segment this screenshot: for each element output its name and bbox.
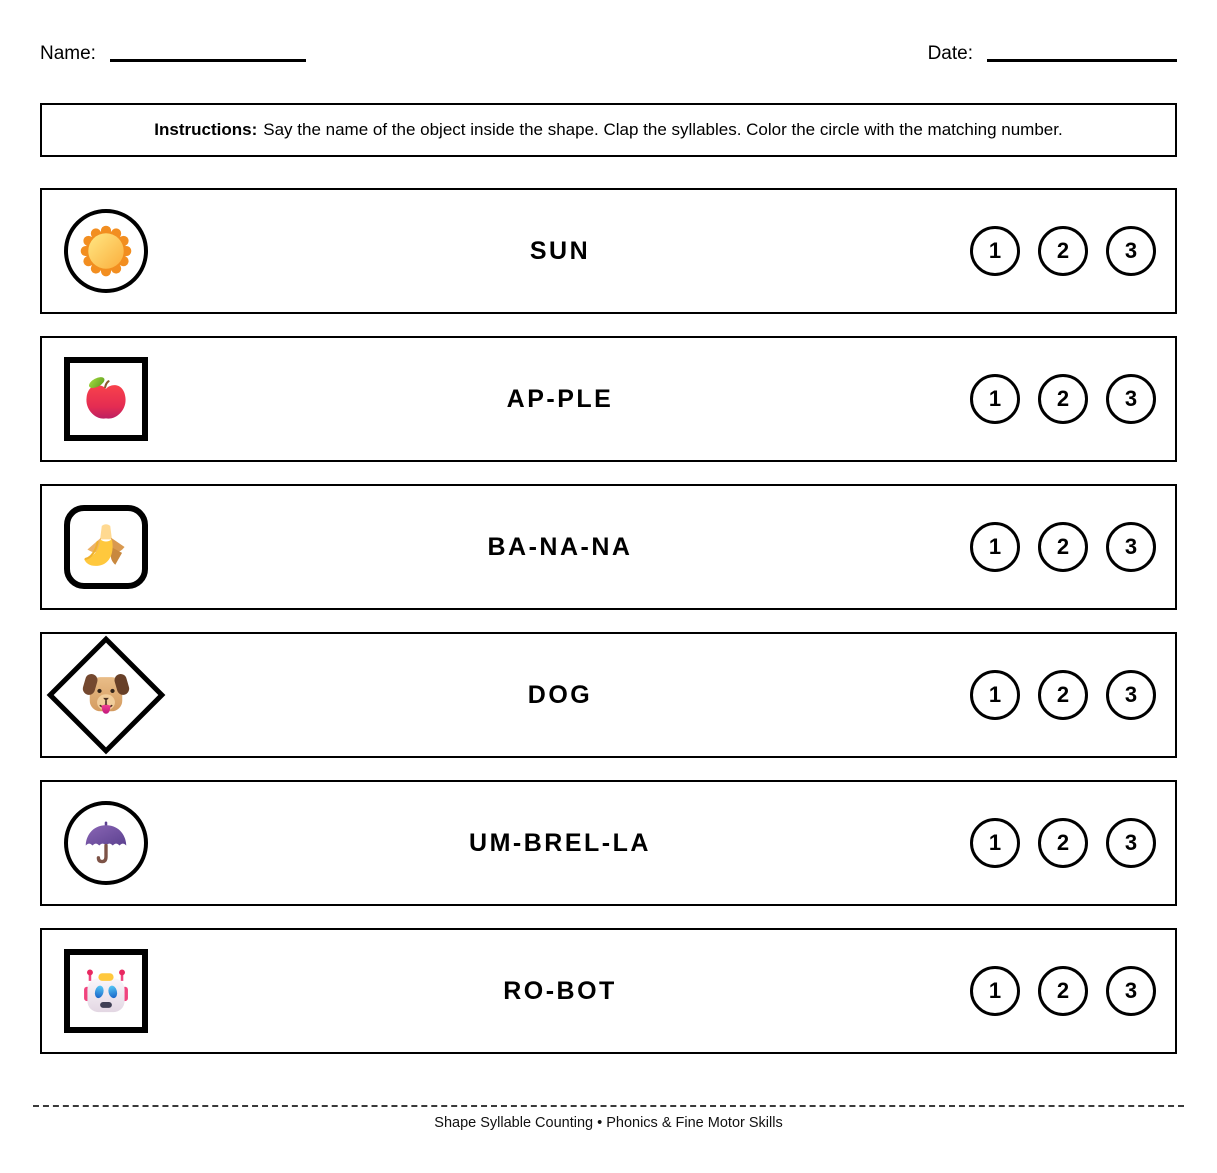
choice-circle-3[interactable]: 3 xyxy=(1106,522,1156,572)
diamond-shape xyxy=(47,636,166,755)
choice-group xyxy=(970,522,1156,572)
date-field xyxy=(928,44,1177,65)
choice-group xyxy=(970,226,1156,276)
square-shape xyxy=(64,949,148,1033)
date-label: Date: xyxy=(927,43,973,65)
robot-icon xyxy=(79,964,133,1018)
task-row-dog xyxy=(40,632,1177,758)
shape-cell xyxy=(62,207,150,295)
syllable-word: SUN xyxy=(529,236,591,265)
task-row-umbrella xyxy=(40,780,1177,906)
choice-group xyxy=(970,670,1156,720)
task-row-sun xyxy=(40,188,1177,314)
footer-text: Shape Syllable Counting • Phonics & Fine Motor Skills xyxy=(434,1115,783,1131)
syllable-word: AP-PLE xyxy=(506,384,614,413)
task-row-apple xyxy=(40,336,1177,462)
choice-circle-2[interactable]: 2 xyxy=(1038,966,1088,1016)
instructions-box xyxy=(40,103,1177,157)
choice-group xyxy=(970,374,1156,424)
apple-icon xyxy=(79,372,133,426)
choice-circle-3[interactable]: 3 xyxy=(1106,226,1156,276)
choice-circle-2[interactable]: 2 xyxy=(1038,374,1088,424)
umbrella-icon xyxy=(79,816,133,870)
syllable-word: UM-BREL-LA xyxy=(469,828,651,857)
date-line[interactable] xyxy=(987,59,1177,62)
choice-circle-1[interactable]: 1 xyxy=(970,226,1020,276)
choice-circle-3[interactable]: 3 xyxy=(1106,966,1156,1016)
choice-circle-1[interactable]: 1 xyxy=(970,522,1020,572)
syllable-word: DOG xyxy=(527,680,593,709)
choice-group xyxy=(970,818,1156,868)
banana-icon xyxy=(79,520,133,574)
shape-cell xyxy=(62,651,150,739)
shape-cell xyxy=(62,947,150,1035)
footer-divider xyxy=(33,1105,1184,1107)
choice-circle-2[interactable]: 2 xyxy=(1038,226,1088,276)
choice-circle-1[interactable]: 1 xyxy=(970,818,1020,868)
shape-cell xyxy=(62,799,150,887)
name-line[interactable] xyxy=(110,59,306,62)
sun-icon xyxy=(79,224,133,278)
choice-group xyxy=(970,966,1156,1016)
choice-circle-2[interactable]: 2 xyxy=(1038,522,1088,572)
choice-circle-2[interactable]: 2 xyxy=(1038,818,1088,868)
square-shape xyxy=(64,357,148,441)
choice-circle-1[interactable]: 1 xyxy=(970,374,1020,424)
instructions-text: Say the name of the object inside the shape. Clap the syllables. Color the circle with the matching number. xyxy=(263,120,1063,139)
name-field xyxy=(40,44,306,65)
choice-circle-2[interactable]: 2 xyxy=(1038,670,1088,720)
task-row-robot xyxy=(40,928,1177,1054)
circle-shape xyxy=(64,209,148,293)
instructions-label: Instructions: xyxy=(154,120,258,139)
name-label: Name: xyxy=(40,43,96,65)
choice-circle-3[interactable]: 3 xyxy=(1106,374,1156,424)
choice-circle-1[interactable]: 1 xyxy=(970,670,1020,720)
dog-icon xyxy=(80,669,132,721)
choice-circle-3[interactable]: 3 xyxy=(1106,670,1156,720)
task-row-banana xyxy=(40,484,1177,610)
shape-cell xyxy=(62,355,150,443)
header xyxy=(40,0,1177,65)
shape-cell xyxy=(62,503,150,591)
syllable-word: RO-BOT xyxy=(503,976,617,1005)
rounded-square-shape xyxy=(64,505,148,589)
syllable-word: BA-NA-NA xyxy=(487,532,633,561)
choice-circle-1[interactable]: 1 xyxy=(970,966,1020,1016)
choice-circle-3[interactable]: 3 xyxy=(1106,818,1156,868)
circle-shape xyxy=(64,801,148,885)
